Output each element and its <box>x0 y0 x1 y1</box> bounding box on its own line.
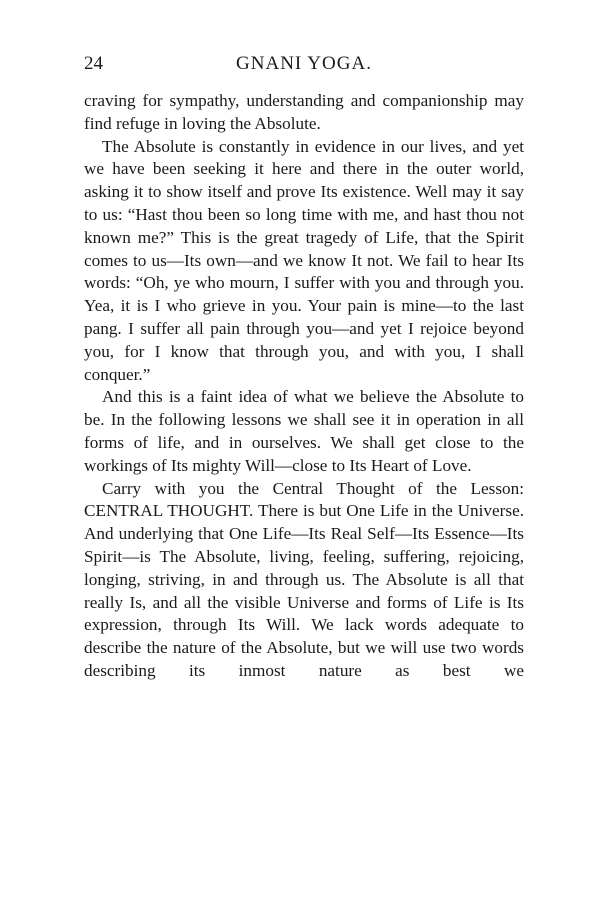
body-text <box>84 90 524 683</box>
paragraph: craving for sympathy, understanding and companionship may find refuge in loving the Absolute. <box>84 91 524 133</box>
paragraph: And this is a faint idea of what we believe the Absolute to be. In the following lessons we shall see it in operation in all forms of life, and in ourselves. We shall get close to the workings of Its mighty Will—close to Its Heart of Love. <box>84 387 524 475</box>
page-number: 24 <box>84 53 103 74</box>
running-title: GNANI YOGA. <box>236 53 372 74</box>
running-head <box>84 50 524 78</box>
paragraph: The Absolute is constantly in evidence in our lives, and yet we have been seeking it here and there in the outer world, asking it to show itself and prove Its existence. Well may it say to us: “Hast thou been so long time with me, and hast thou not known me?” This is the great tragedy of Life, that the Spirit comes to us—Its own—and we know It not. We fail to hear Its words: “Oh, ye who mourn, I suffer with you and through you. Yea, it is I who grieve in you. Your pain is mine—to the last pang. I suffer all pain through you—and yet I rejoice beyond you, for I know that through you, and with you, I shall conquer.” <box>84 136 524 384</box>
paragraph: Carry with you the Central Thought of the Lesson: CENTRAL THOUGHT. There is but One Life in the Universe. And underlying that One Life—Its Real Self—Its Essence—Its Spirit—is The Absolute, living, feeling, suffering, rejoicing, longing, striving, in and through us. The Absolute is all that really Is, and all the visible Universe and forms of Life is Its expression, through Its Will. We lack words adequate to describe the nature of the Absolute, but we will use two words describing its inmost nature as best we <box>84 478 524 680</box>
